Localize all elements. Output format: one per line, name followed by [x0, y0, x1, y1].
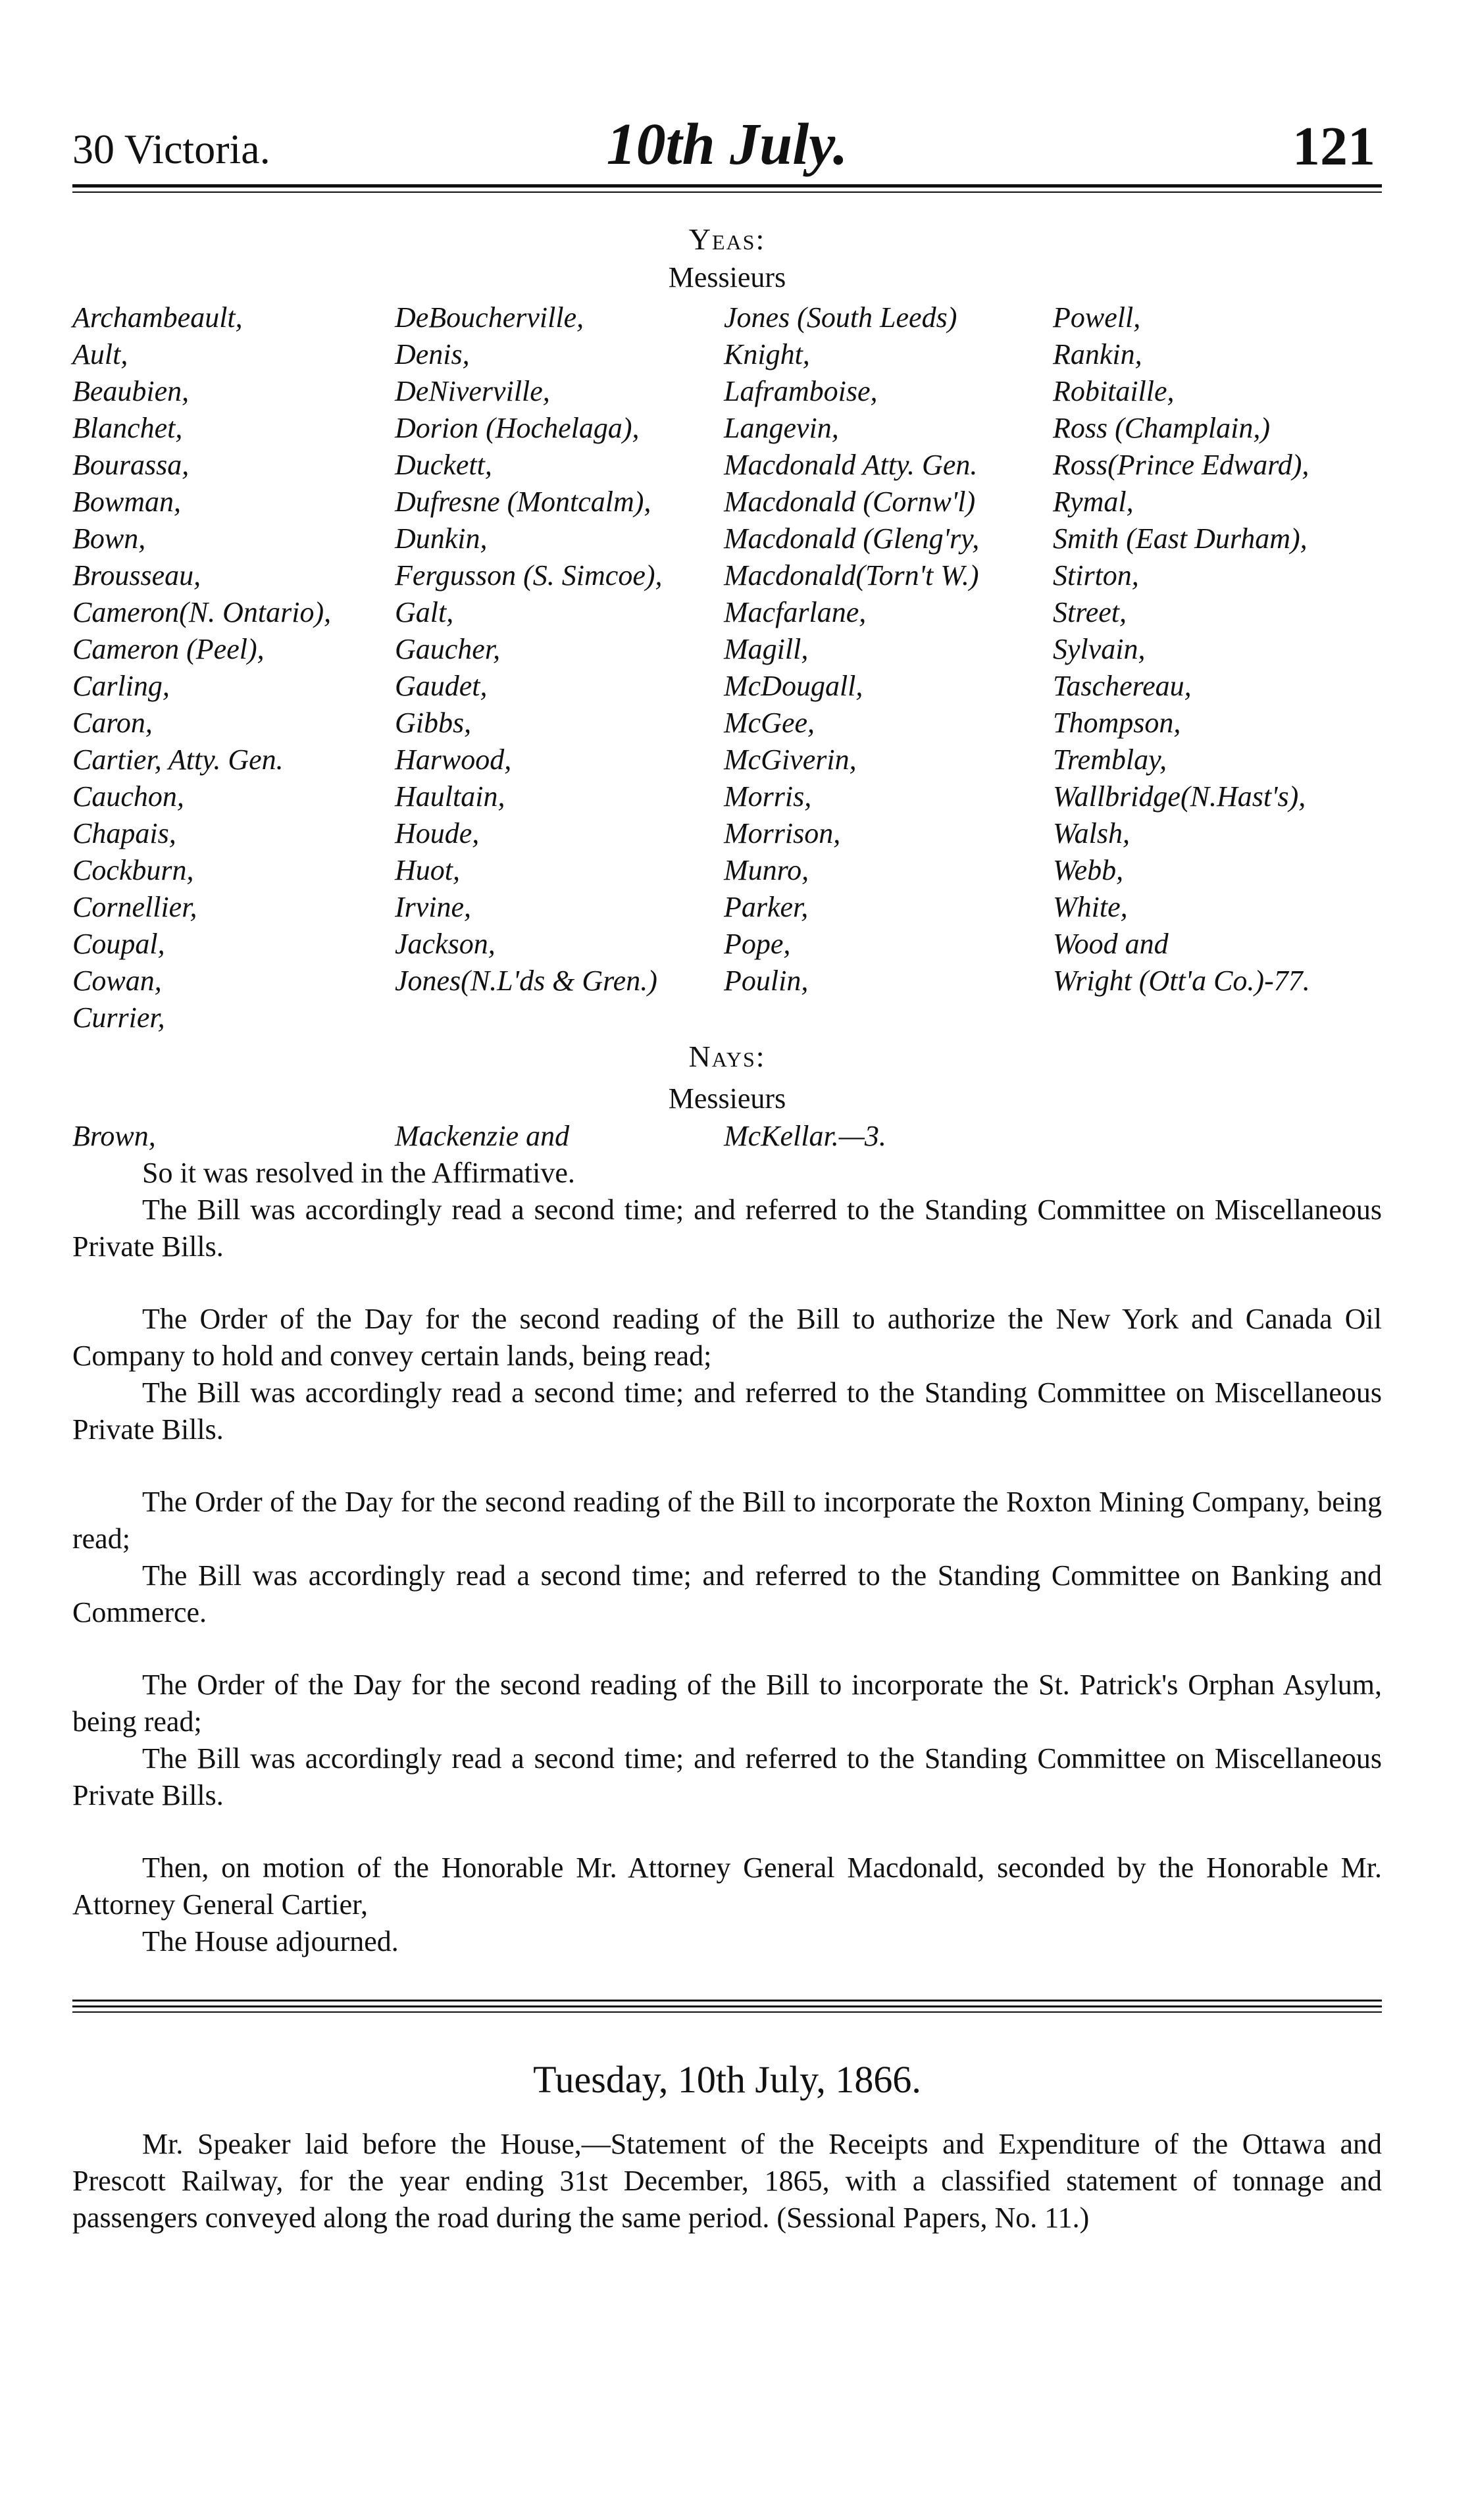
member-name: Archambeault, [72, 301, 243, 334]
section-rule-lower [72, 2007, 1382, 2013]
member-name: Bourassa, [72, 449, 190, 481]
member-name: Duckett, [395, 449, 492, 481]
member-name: Parker, [724, 891, 809, 923]
member-name: Blanchet, [72, 412, 183, 444]
member-name: Dunkin, [395, 522, 488, 555]
member-name: Cartier, Atty. Gen. [72, 743, 284, 776]
member-name: Walsh, [1053, 817, 1130, 849]
member-name: Knight, [724, 338, 810, 370]
member-name: Cowan, [72, 965, 162, 997]
member-name: Street, [1053, 596, 1127, 628]
member-name: Wright (Ott'a Co.)-77. [1053, 965, 1310, 997]
member-name: Harwood, [395, 743, 512, 776]
yeas-column-4 [1053, 299, 1382, 1036]
paragraph: Mr. Speaker laid before the House,—Statement of the Receipts and Expenditure of the Ottawa and Prescott Railway, for the year ending 31st December, 1865, with a classified statement of tonnage and passengers conveyed along the road during the same period. (Sessional Papers, No. 11.) [72, 2128, 1382, 2234]
header-rule [72, 184, 1382, 193]
member-name: Gaucher, [395, 633, 501, 665]
member-name: Chapais, [72, 817, 176, 849]
member-name: Macfarlane, [724, 596, 867, 628]
member-name: Dufresne (Montcalm), [395, 486, 651, 518]
member-name: Macdonald (Gleng'ry, [724, 522, 980, 555]
paragraph: So it was resolved in the Affirmative. [142, 1157, 575, 1189]
regnal-year: 30 Victoria. [72, 126, 270, 172]
member-name: McGee, [724, 707, 815, 739]
member-name: Morrison, [724, 817, 841, 849]
member-name: Wood and [1053, 928, 1169, 960]
member-name: Fergusson (S. Simcoe), [395, 559, 663, 592]
member-name: Wallbridge(N.Hast's), [1053, 780, 1306, 813]
page-header [72, 99, 1382, 184]
section-rule [72, 2000, 1382, 2007]
member-name: Carling, [72, 670, 170, 702]
date-heading: Tuesday, 10th July, 1866. [533, 2058, 921, 2101]
member-name: Galt, [395, 596, 454, 628]
paragraph: Then, on motion of the Honorable Mr. Attorney General Macdonald, seconded by the Honorable Mr. Attorney General Cartier, [72, 1852, 1382, 1921]
member-name: Cameron (Peel), [72, 633, 265, 665]
yeas-heading: Yeas: [688, 222, 766, 256]
member-name: Beaubien, [72, 375, 190, 407]
member-name: Thompson, [1053, 707, 1181, 739]
paragraph: The Order of the Day for the second reading of the Bill to incorporate the Roxton Mining Company, being read; [72, 1486, 1382, 1555]
page-date: 10th July. [606, 112, 848, 177]
yeas-column-1 [72, 299, 395, 1036]
member-name: Pope, [724, 928, 791, 960]
paragraph: The Bill was accordingly read a second time; and referred to the Standing Committee on Banking and Commerce. [72, 1559, 1382, 1628]
member-name: Coupal, [72, 928, 165, 960]
yeas-names [72, 299, 1382, 1036]
nays-messieurs: Messieurs [668, 1082, 786, 1115]
member-name: Cockburn, [72, 854, 194, 886]
member-name: Langevin, [724, 412, 839, 444]
member-name: Jackson, [395, 928, 496, 960]
yeas-column-2 [395, 299, 724, 1036]
member-name: Powell, [1053, 301, 1141, 334]
member-name: Huot, [395, 854, 460, 886]
member-name: Rymal, [1053, 486, 1134, 518]
member-name: Dorion (Hochelaga), [395, 412, 640, 444]
yeas-messieurs: Messieurs [668, 261, 786, 293]
member-name: Morris, [724, 780, 812, 813]
member-name: Macdonald Atty. Gen. [724, 449, 978, 481]
paragraph: The Order of the Day for the second reading of the Bill to incorporate the St. Patrick's Orphan Asylum, being read; [72, 1669, 1382, 1738]
nays-heading: Nays: [688, 1040, 766, 1073]
member-name: Taschereau, [1053, 670, 1192, 702]
member-name: Rankin, [1053, 338, 1142, 370]
nay-name: Brown, [72, 1120, 156, 1152]
page-number: 121 [1292, 116, 1375, 177]
member-name: Irvine, [395, 891, 472, 923]
member-name: Munro, [724, 854, 809, 886]
member-name: Bown, [72, 522, 146, 555]
paragraph: The House adjourned. [142, 1925, 399, 1957]
member-name: Webb, [1053, 854, 1124, 886]
member-name: Smith (East Durham), [1053, 522, 1308, 555]
member-name: Gibbs, [395, 707, 472, 739]
member-name: Currier, [72, 1001, 165, 1034]
member-name: Cauchon, [72, 780, 184, 813]
member-name: Laframboise, [724, 375, 878, 407]
member-name: DeNiverville, [395, 375, 550, 407]
member-name: Macdonald (Cornw'l) [724, 486, 976, 518]
member-name: Tremblay, [1053, 743, 1167, 776]
member-name: Bowman, [72, 486, 181, 518]
member-name: Cameron(N. Ontario), [72, 596, 332, 628]
member-name: McDougall, [724, 670, 863, 702]
member-name: Cornellier, [72, 891, 197, 923]
nays-names [72, 1118, 1382, 1155]
paragraph: The Bill was accordingly read a second time; and referred to the Standing Committee on Miscellaneous Private Bills. [72, 1194, 1382, 1263]
member-name: Jones (South Leeds) [724, 301, 957, 334]
paragraph: The Bill was accordingly read a second time; and referred to the Standing Committee on Miscellaneous Private Bills. [72, 1376, 1382, 1446]
member-name: Ross(Prince Edward), [1053, 449, 1309, 481]
yeas-column-3 [724, 299, 1053, 1036]
nay-name: McKellar.—3. [724, 1120, 886, 1152]
member-name: Robitaille, [1053, 375, 1175, 407]
member-name: McGiverin, [724, 743, 857, 776]
member-name: Jones(N.L'ds & Gren.) [395, 965, 657, 997]
member-name: Houde, [395, 817, 480, 849]
member-name: Haultain, [395, 780, 505, 813]
journal-page [72, 99, 1382, 2236]
member-name: Denis, [395, 338, 470, 370]
member-name: DeBoucherville, [395, 301, 584, 334]
member-name: Macdonald(Torn't W.) [724, 559, 979, 592]
member-name: Gaudet, [395, 670, 488, 702]
member-name: Caron, [72, 707, 153, 739]
member-name: Stirton, [1053, 559, 1139, 592]
member-name: Sylvain, [1053, 633, 1146, 665]
member-name: Ross (Champlain,) [1053, 412, 1270, 444]
member-name: Magill, [724, 633, 809, 665]
nay-name: Mackenzie and [395, 1120, 570, 1152]
paragraph: The Order of the Day for the second reading of the Bill to authorize the New York and Canada Oil Company to hold and convey certain lands, being read; [72, 1303, 1382, 1372]
member-name: Poulin, [724, 965, 809, 997]
member-name: White, [1053, 891, 1128, 923]
member-name: Ault, [72, 338, 128, 370]
paragraph: The Bill was accordingly read a second time; and referred to the Standing Committee on Miscellaneous Private Bills. [72, 1742, 1382, 1811]
member-name: Brousseau, [72, 559, 201, 592]
